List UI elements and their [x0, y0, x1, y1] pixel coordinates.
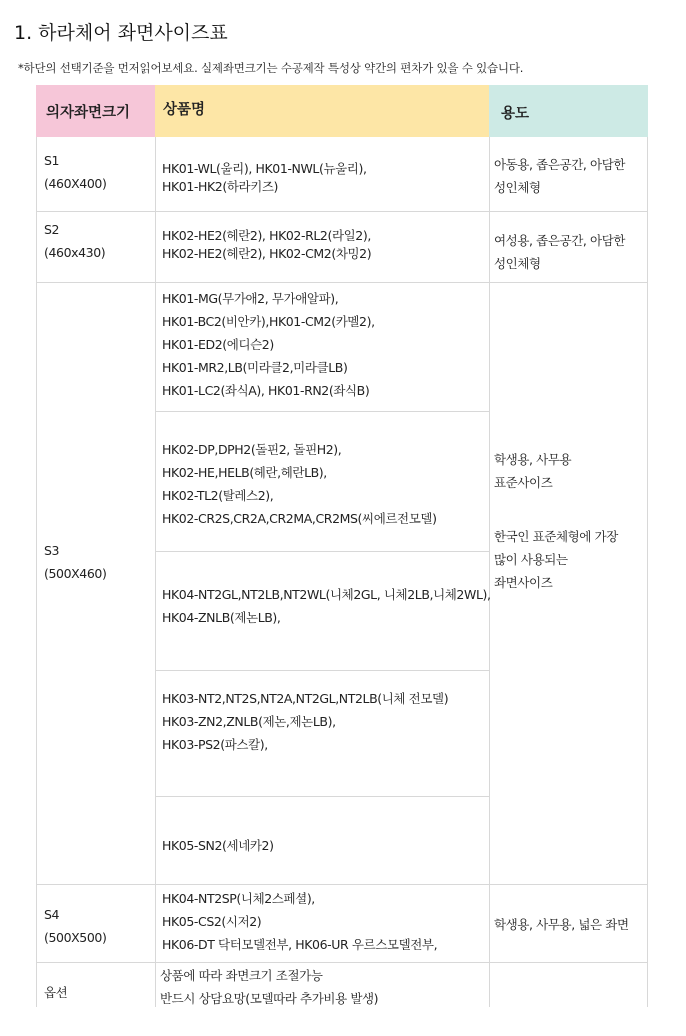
- products-s3-group2: [162, 438, 437, 530]
- product-line: HK03-ZN2,ZNLB(제논,제논LB),: [162, 714, 336, 729]
- size-dimensions: (460x430): [44, 245, 106, 260]
- products-s1: [162, 160, 367, 196]
- products-s3-group1: [162, 287, 375, 402]
- usage-line: 학생용, 사무용: [494, 452, 572, 467]
- page-title: 1. 하라체어 좌면사이즈표: [14, 22, 228, 44]
- size-s2: [44, 218, 105, 264]
- header-size: 의자좌면크기: [36, 85, 155, 137]
- grid-vline: [647, 137, 648, 1007]
- grid-vline: [155, 137, 156, 1007]
- usage-line: 학생용, 사무용, 넓은 좌면: [494, 917, 629, 932]
- size-label: S4: [44, 907, 60, 922]
- products-s2: [162, 227, 371, 263]
- grid-hline: [155, 551, 489, 552]
- grid-vline: [36, 137, 37, 1007]
- product-line: HK02-TL2(탈레스2),: [162, 488, 274, 503]
- product-line: HK05-SN2(세네카2): [162, 838, 274, 853]
- header-usage: 용도: [489, 85, 648, 137]
- size-s1: [44, 149, 106, 195]
- product-line: HK04-NT2SP(니체2스페셜),: [162, 891, 315, 906]
- product-line: HK04-ZNLB(제논LB),: [162, 610, 281, 625]
- option-label: 옵션: [44, 985, 68, 1000]
- product-line: HK01-MR2,LB(미라클2,미라클LB): [162, 360, 348, 375]
- product-line: HK02-DP,DPH2(돌핀2, 돌핀H2),: [162, 442, 342, 457]
- product-line: HK06-DT 닥터모델전부, HK06-UR 우르스모델전부,: [162, 937, 438, 952]
- usage-line: 많이 사용되는: [494, 552, 568, 567]
- product-line: HK02-HE2(헤란2), HK02-CM2(차밍2): [162, 246, 372, 261]
- products-s3-group5: [162, 834, 274, 857]
- products-s3-group4: [162, 687, 448, 756]
- product-line: HK02-HE,HELB(헤란,헤란LB),: [162, 465, 327, 480]
- size-dimensions: (460X400): [44, 176, 107, 191]
- size-dimensions: (500X500): [44, 930, 107, 945]
- size-label: S1: [44, 153, 60, 168]
- grid-hline: [155, 796, 489, 797]
- usage-s3: [494, 448, 618, 594]
- product-line: HK04-NT2GL,NT2LB,NT2WL(니체2GL, 니체2LB,니체2WL),: [162, 587, 491, 602]
- grid-hline: [36, 282, 648, 283]
- product-line: HK03-NT2,NT2S,NT2A,NT2GL,NT2LB(니체 전모델): [162, 691, 449, 706]
- product-line: HK01-LC2(좌식A), HK01-RN2(좌식B): [162, 383, 370, 398]
- usage-line: [494, 494, 618, 525]
- grid-hline: [155, 670, 489, 671]
- header-product: 상품명: [155, 85, 489, 137]
- size-dimensions: (500X460): [44, 566, 107, 581]
- size-s3: [44, 539, 106, 585]
- product-line: HK02-CR2S,CR2A,CR2MA,CR2MS(씨에르전모델): [162, 511, 437, 526]
- grid-hline: [155, 411, 489, 412]
- size-label: S2: [44, 222, 60, 237]
- product-line: HK01-HK2(하라키즈): [162, 179, 279, 194]
- usage-line: 표준사이즈: [494, 475, 553, 490]
- product-line: HK05-CS2(시저2): [162, 914, 262, 929]
- usage-s4: [494, 913, 629, 936]
- option-line: 반드시 상담요망(모델따라 추가비용 발생): [160, 991, 379, 1006]
- grid-vline: [489, 137, 490, 1007]
- products-s3-group3: [162, 583, 491, 629]
- grid-hline: [36, 962, 648, 963]
- product-line: HK03-PS2(파스칼),: [162, 737, 268, 752]
- usage-s1: [494, 153, 625, 199]
- product-line: HK01-WL(울리), HK01-NWL(뉴울리),: [162, 161, 367, 176]
- grid-hline: [36, 211, 648, 212]
- usage-s2: [494, 229, 625, 275]
- usage-line: 성인체형: [494, 180, 541, 195]
- option-line: 상품에 따라 좌면크기 조절가능: [160, 968, 323, 983]
- product-line: HK01-MG(무가애2, 무가애알파),: [162, 291, 339, 306]
- size-s4: [44, 903, 106, 949]
- usage-line: 한국인 표준체형에 가장: [494, 529, 618, 544]
- usage-line: 아동용, 좁은공간, 아담한: [494, 157, 626, 172]
- product-line: HK01-BC2(비안카),HK01-CM2(카멜2),: [162, 314, 375, 329]
- products-option: [160, 964, 378, 1010]
- usage-line: 좌면사이즈: [494, 575, 553, 590]
- usage-line: 여성용, 좁은공간, 아담한: [494, 233, 626, 248]
- products-s4: [162, 887, 437, 956]
- size-label: S3: [44, 543, 60, 558]
- product-line: HK01-ED2(에디슨2): [162, 337, 274, 352]
- grid-hline: [36, 884, 648, 885]
- usage-line: 성인체형: [494, 256, 541, 271]
- notice-text: *하단의 선택기준을 먼저읽어보세요. 실제좌면크기는 수공제작 특성상 약간의 편차가 있을 수 있습니다.: [18, 61, 524, 75]
- product-line: HK02-HE2(헤란2), HK02-RL2(라일2),: [162, 228, 371, 243]
